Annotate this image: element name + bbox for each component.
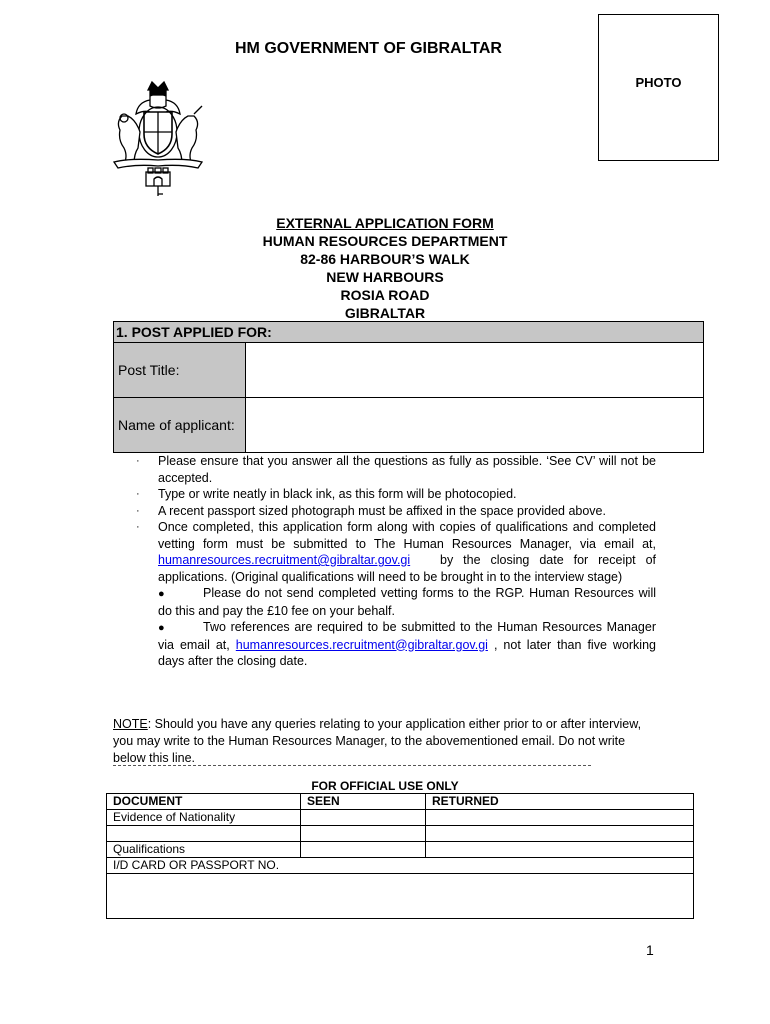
document-cell: Evidence of Nationality	[107, 810, 301, 826]
returned-cell[interactable]	[426, 842, 694, 858]
post-title-row	[114, 343, 703, 397]
coat-of-arms-icon	[110, 76, 206, 198]
column-header: RETURNED	[426, 794, 694, 810]
hr-email-link[interactable]: humanresources.recruitment@gibraltar.gov.gi	[158, 553, 411, 567]
address-line: GIBRALTAR	[344, 305, 426, 321]
table-row	[107, 826, 694, 842]
form-header	[180, 214, 590, 322]
list-item: · Once completed, this application form along with copies of qualifications and completed vetting form must be submitted to The Human Resources Manager, via email at, humanresources.recruitment@gibraltar.gov.gi by the closing date for receipt of applications. (Original qualifications will need to be brought in to the interview stage)	[136, 520, 657, 584]
government-title: HM GOVERNMENT OF GIBRALTAR	[235, 40, 502, 57]
official-use-table	[106, 793, 694, 919]
section-heading: 1. POST APPLIED FOR:	[114, 322, 703, 343]
applicant-name-row	[114, 397, 703, 452]
document-cell	[107, 826, 301, 842]
table-row	[107, 810, 694, 826]
form-title: EXTERNAL APPLICATION FORM	[276, 215, 494, 231]
returned-cell[interactable]	[426, 826, 694, 842]
note	[113, 716, 648, 767]
seen-cell[interactable]	[301, 810, 426, 826]
hr-email-link[interactable]: humanresources.recruitment@gibraltar.gov.gi	[235, 637, 488, 652]
post-title-field[interactable]	[246, 343, 703, 397]
instructions	[135, 453, 656, 670]
table-row	[107, 794, 694, 810]
list-item: · A recent passport sized photograph must be affixed in the space provided above.	[136, 503, 606, 518]
id-label-cell: I/D CARD OR PASSPORT NO.	[107, 858, 694, 874]
photo-box	[598, 14, 719, 161]
divider	[113, 765, 591, 766]
list-item: · Type or write neatly in black ink, as this form will be photocopied.	[136, 487, 517, 501]
official-use-title: FOR OFFICIAL USE ONLY	[311, 779, 459, 793]
note-label: NOTE	[113, 717, 148, 731]
seen-cell[interactable]	[301, 826, 426, 842]
department: HUMAN RESOURCES DEPARTMENT	[262, 233, 508, 249]
photo-label: PHOTO	[635, 75, 682, 90]
list-item: ● Two references are required to be submitted to the Human Resources Manager via email at, humanresources.recruitment@gibraltar.gov.gi , not later than five working days after the closing date.	[158, 620, 656, 668]
applicant-name-label: Name of applicant:	[114, 398, 246, 452]
table-row	[107, 874, 694, 919]
address-line: 82-86 HARBOUR’S WALK	[300, 251, 470, 267]
column-header: SEEN	[301, 794, 426, 810]
document-cell: Qualifications	[107, 842, 301, 858]
address-line: ROSIA ROAD	[340, 287, 430, 303]
address-line: NEW HARBOURS	[326, 269, 444, 285]
id-number-field[interactable]	[107, 874, 694, 919]
page-number: 1	[646, 942, 654, 958]
returned-cell[interactable]	[426, 810, 694, 826]
table-row	[107, 858, 694, 874]
post-title-label: Post Title:	[114, 343, 246, 397]
list-item: ● Please do not send completed vetting forms to the RGP. Human Resources will do this and pay the £10 fee on your behalf.	[158, 586, 656, 618]
table-row	[107, 842, 694, 858]
applicant-name-field[interactable]	[246, 398, 703, 452]
note-text: : Should you have any queries relating to your application either prior to or after interview, you may write to the Human Resources Manager, to the abovementioned email. Do not write below this line.	[113, 717, 642, 765]
post-applied-table	[113, 321, 704, 453]
list-item: · Please ensure that you answer all the questions as fully as possible. ‘See CV’ will not be accepted.	[136, 454, 656, 485]
column-header: DOCUMENT	[107, 794, 301, 810]
seen-cell[interactable]	[301, 842, 426, 858]
